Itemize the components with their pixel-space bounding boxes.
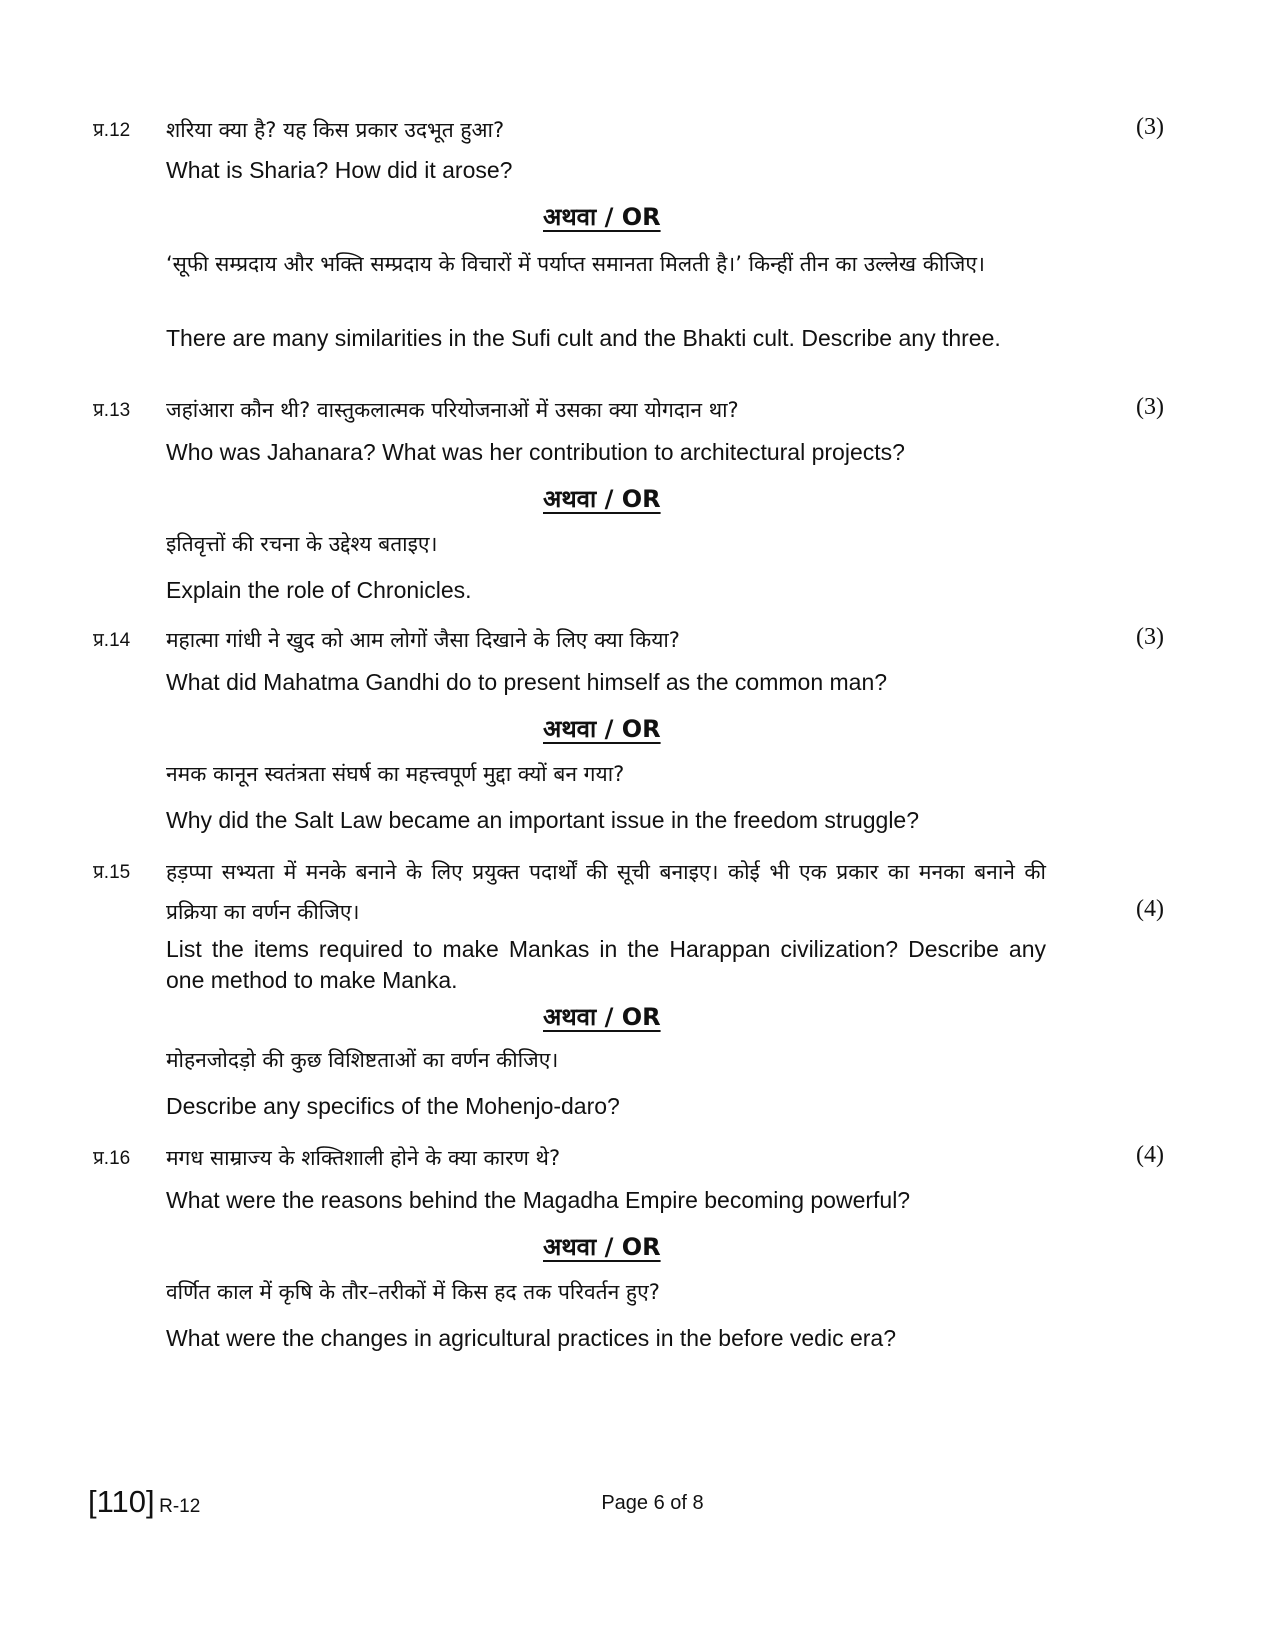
paper-code: [110] <box>88 1484 155 1519</box>
alternate-question-english: Explain the role of Chronicles. <box>166 577 472 603</box>
question-text-hindi: महात्मा गांधी ने खुद को आम लोगों जैसा दिखाने के लिए क्या किया? <box>166 628 680 652</box>
alternate-question-english: There are many similarities in the Sufi cult and the Bhakti cult. Describe any three. <box>166 325 1001 351</box>
or-separator: अथवा / OR <box>543 485 661 513</box>
question-number: प्र.15 <box>93 862 131 883</box>
question-marks: (4) <box>1136 1142 1164 1168</box>
alternate-question-hindi: ‘सूफी सम्प्रदाय और भक्ति सम्प्रदाय के विचारों में पर्याप्त समानता मिलती है।’ किन्हीं तीन का उल्लेख कीजिए। <box>166 252 985 276</box>
alternate-question-hindi: नमक कानून स्वतंत्रता संघर्ष का महत्त्वपूर्ण मुद्दा क्यों बन गया? <box>166 762 625 786</box>
paper-series: R-12 <box>159 1496 201 1517</box>
question-text-english: List the items required to make Mankas in the Harappan civilization? Describe any one method to make Manka. <box>166 936 1046 993</box>
question-marks: (3) <box>1136 114 1164 140</box>
question-marks: (3) <box>1136 624 1164 650</box>
or-separator: अथवा / OR <box>543 1003 661 1031</box>
question-marks: (3) <box>1136 394 1164 420</box>
question-text-english: Who was Jahanara? What was her contribution to architectural projects? <box>166 439 905 465</box>
alternate-question-english: Why did the Salt Law became an important issue in the freedom struggle? <box>166 807 920 833</box>
alternate-question-english: What were the changes in agricultural practices in the before vedic era? <box>166 1325 897 1351</box>
question-text-english: What were the reasons behind the Magadha Empire becoming powerful? <box>166 1187 911 1213</box>
question-text-english: What did Mahatma Gandhi do to present himself as the common man? <box>166 669 888 695</box>
question-marks: (4) <box>1136 896 1164 922</box>
question-text-hindi: हड़प्पा सभ्यता में मनके बनाने के लिए प्रयुक्त पदार्थों की सूची बनाइए। कोई भी एक प्रकार का मनका बनाने की प्रक्रिया का वर्णन कीजिए। <box>166 860 1046 924</box>
question-text-hindi: जहांआरा कौन थी? वास्तुकलात्मक परियोजनाओं में उसका क्या योगदान था? <box>166 398 739 422</box>
page-number: Page 6 of 8 <box>601 1492 704 1514</box>
alternate-question-english: Describe any specifics of the Mohenjo-daro? <box>166 1093 620 1119</box>
alternate-question-hindi: वर्णित काल में कृषि के तौर–तरीकों में किस हद तक परिवर्तन हुए? <box>166 1280 660 1304</box>
alternate-question-hindi: इतिवृत्तों की रचना के उद्देश्य बताइए। <box>166 532 438 556</box>
question-number: प्र.13 <box>93 400 131 421</box>
question-text-hindi: शरिया क्या है? यह किस प्रकार उदभूत हुआ? <box>166 118 505 142</box>
or-separator: अथवा / OR <box>543 715 661 743</box>
question-text-english: What is Sharia? How did it arose? <box>166 157 513 183</box>
question-number: प्र.14 <box>93 630 131 651</box>
alternate-question-hindi: मोहनजोदड़ो की कुछ विशिष्टताओं का वर्णन कीजिए। <box>166 1048 559 1072</box>
question-number: प्र.12 <box>93 120 131 141</box>
or-separator: अथवा / OR <box>543 203 661 231</box>
question-text-hindi: मगध साम्राज्य के शक्तिशाली होने के क्या कारण थे? <box>166 1146 561 1170</box>
question-number: प्र.16 <box>93 1148 131 1169</box>
or-separator: अथवा / OR <box>543 1233 661 1261</box>
